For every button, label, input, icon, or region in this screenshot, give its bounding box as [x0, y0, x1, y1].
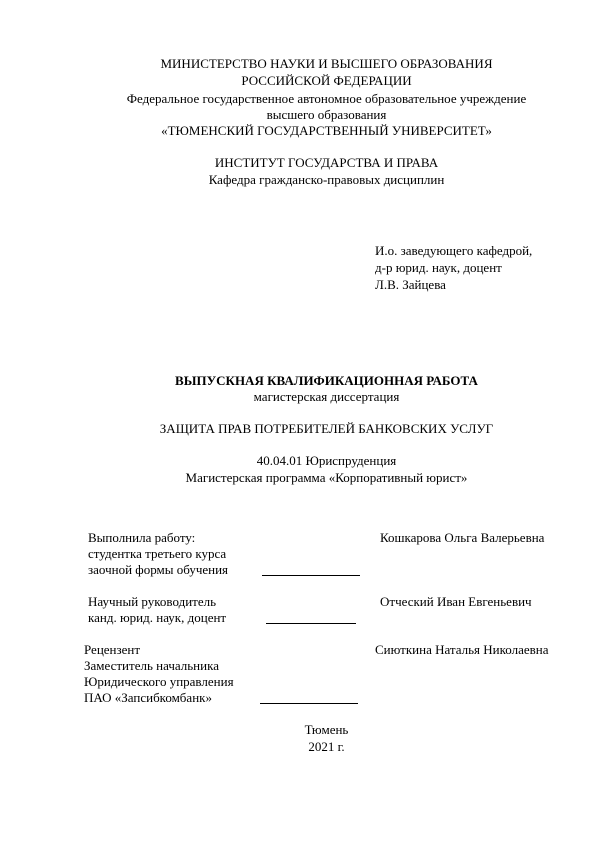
- specialty-code: 40.04.01 Юриспруденция: [256, 453, 397, 468]
- ministry-line-2: РОССИЙСКОЙ ФЕДЕРАЦИИ: [241, 73, 412, 88]
- work-type: ВЫПУСКНАЯ КВАЛИФИКАЦИОННАЯ РАБОТА: [175, 373, 478, 388]
- work-title: ЗАЩИТА ПРАВ ПОТРЕБИТЕЛЕЙ БАНКОВСКИХ УСЛУГ: [159, 421, 494, 436]
- supervisor-signature-line: [266, 611, 356, 624]
- work-subtype: магистерская диссертация: [253, 389, 400, 404]
- institute-name: ИНСТИТУТ ГОСУДАРСТВА И ПРАВА: [214, 155, 439, 170]
- institution-type-line: Федеральное государственное автономное образовательное учреждение: [126, 91, 527, 106]
- reviewer-label: Рецензент: [84, 642, 141, 657]
- reviewer-position: Заместитель начальника: [84, 658, 219, 673]
- approval-position: И.о. заведующего кафедрой,: [375, 243, 533, 258]
- author-label: Выполнила работу:: [88, 530, 196, 545]
- author-name: Кошкарова Ольга Валерьевна: [380, 530, 545, 545]
- author-signature-line: [262, 563, 360, 576]
- city: Тюмень: [304, 722, 349, 737]
- university-name: «ТЮМЕНСКИЙ ГОСУДАРСТВЕННЫЙ УНИВЕРСИТЕТ»: [161, 123, 492, 138]
- year: 2021 г.: [308, 739, 345, 754]
- approval-name: Л.В. Зайцева: [375, 277, 446, 292]
- approval-degree: д-р юрид. наук, доцент: [375, 260, 502, 275]
- reviewer-name: Сиюткина Наталья Николаевна: [375, 642, 549, 657]
- supervisor-name: Отческий Иван Евгеньевич: [380, 594, 532, 609]
- supervisor-degree: канд. юрид. наук, доцент: [88, 610, 227, 625]
- reviewer-department: Юридического управления: [84, 674, 234, 689]
- author-form: заочной формы обучения: [88, 562, 229, 577]
- department-name: Кафедра гражданско-правовых дисциплин: [208, 172, 445, 187]
- ministry-line-1: МИНИСТЕРСТВО НАУКИ И ВЫСШЕГО ОБРАЗОВАНИЯ: [160, 56, 493, 71]
- program-name: Магистерская программа «Корпоративный юрист»: [185, 470, 468, 485]
- reviewer-signature-line: [260, 691, 358, 704]
- author-course: студентка третьего курса: [88, 546, 227, 561]
- education-level-line: высшего образования: [266, 107, 387, 122]
- reviewer-organization: ПАО «Запсибкомбанк»: [84, 690, 212, 705]
- supervisor-label: Научный руководитель: [88, 594, 217, 609]
